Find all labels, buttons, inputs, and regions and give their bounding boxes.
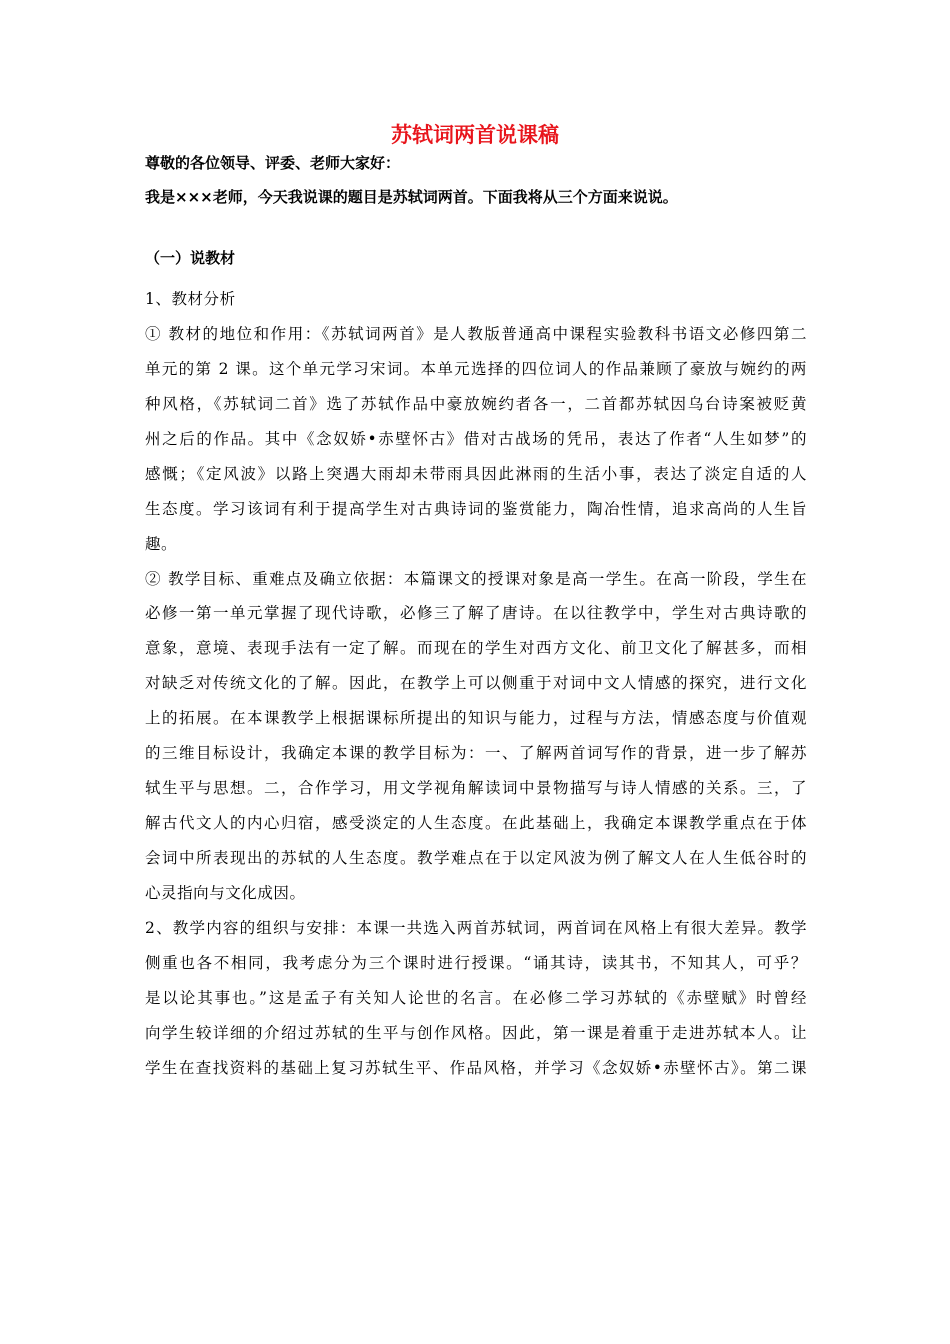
text-line: 对缺乏对传统文化的了解。因此，在教学上可以侧重于对词中文人情感的探究，进行文化	[145, 674, 807, 693]
section-heading: （一）说教材	[145, 249, 236, 267]
text-line: 州之后的作品。其中《念奴娇•赤壁怀古》借对古战场的凭吊，表达了作者“人生如梦”的	[145, 429, 807, 448]
text-line: 会词中所表现出的苏轼的人生态度。教学难点在于以定风波为例了解文人在人生低谷时的	[145, 849, 807, 867]
text-line: 意象，意境、表现手法有一定了解。而现在的学生对西方文化、前卫文化了解甚多，而相	[145, 639, 807, 658]
text-line: 趣。	[145, 534, 178, 553]
text-line: ① 教材的地位和作用：《苏轼词两首》是人教版普通高中课程实验教科书语文必修四第二	[145, 324, 807, 343]
text-line: 是以论其事也。”这是孟子有关知人论世的名言。在必修二学习苏轼的《赤壁赋》时曾经	[145, 988, 807, 1007]
greeting-line: 尊敬的各位领导、评委、老师大家好：	[145, 154, 401, 172]
text-line: 轼生平与思想。二，合作学习，用文学视角解读词中景物描写与诗人情感的关系。三，了	[145, 779, 807, 798]
text-line: 学生在查找资料的基础上复习苏轼生平、作品风格，并学习《念奴娇•赤壁怀古》。第二课	[145, 1058, 807, 1077]
text-line: 侧重也各不相同，我考虑分为三个课时进行授课。“诵其诗，读其书，不知其人，可乎？	[145, 953, 807, 972]
text-line: 1、教材分析	[145, 290, 236, 308]
text-line: 种风格，《苏轼词二首》选了苏轼作品中豪放婉约者各一，二首都苏轼因乌台诗案被贬黄	[145, 394, 807, 413]
text-line: 解古代文人的内心归宿，感受淡定的人生态度。在此基础上，我确定本课教学重点在于体	[145, 814, 807, 833]
text-line: 必修一第一单元掌握了现代诗歌，必修三了解了唐诗。在以往教学中，学生对古典诗歌的	[145, 604, 807, 623]
document-title: 苏轼词两首说课稿	[391, 123, 559, 147]
text-line: 生态度。学习该词有利于提高学生对古典诗词的鉴赏能力，陶冶性情，追求高尚的人生旨	[145, 499, 807, 518]
text-line: 向学生较详细的介绍过苏轼的生平与创作风格。因此，第一课是着重于走进苏轼本人。让	[145, 1023, 807, 1042]
text-line: 感慨；《定风波》以路上突遇大雨却未带雨具因此淋雨的生活小事，表达了淡定自适的人	[145, 464, 807, 483]
text-line: 2、教学内容的组织与安排：本课一共选入两首苏轼词，两首词在风格上有很大差异。教学	[145, 918, 807, 937]
body-text	[145, 282, 807, 1086]
text-line: 单元的第 2 课。这个单元学习宋词。本单元选择的四位词人的作品兼顾了豪放与婉约的两	[145, 359, 807, 378]
text-line: 上的拓展。在本课教学上根据课标所提出的知识与能力，过程与方法，情感态度与价值观	[145, 709, 807, 728]
text-line: ② 教学目标、重难点及确立依据：本篇课文的授课对象是高一学生。在高一阶段，学生在	[145, 569, 807, 588]
text-line: 心灵指向与文化成因。	[145, 883, 306, 902]
intro-line: 我是×××老师，今天我说课的题目是苏轼词两首。下面我将从三个方面来说说。	[145, 188, 678, 206]
text-line: 的三维目标设计，我确定本课的教学目标为：一、了解两首词写作的背景，进一步了解苏	[145, 744, 807, 763]
